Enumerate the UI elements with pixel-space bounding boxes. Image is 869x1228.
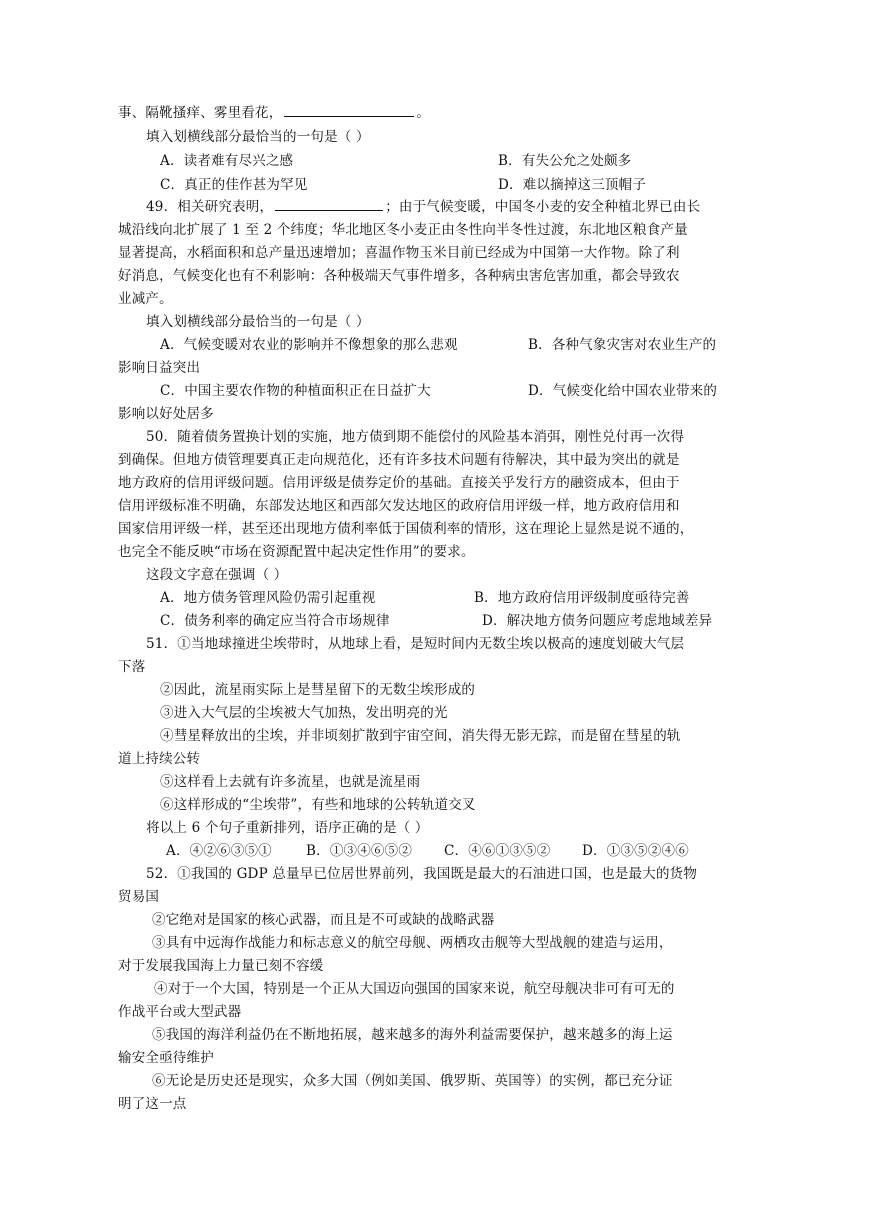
q50-option-d: D．解决地方债务问题应考虑地域差异: [482, 613, 713, 629]
q48-stem-end: 。: [416, 105, 431, 121]
q49-stem-line: [146, 196, 700, 218]
q49-stem-line: 业减产。: [118, 291, 173, 307]
q48-option-a: A．读者难有尽兴之感: [160, 153, 294, 169]
q52-sentence-6: ⑥无论是历史还是现实，众多大国（例如美国、俄罗斯、英国等）的实例，都已充分证: [152, 1073, 673, 1089]
q49-stem-text-cont: ；由于气候变暖，中国冬小麦的安全种植北界已由长: [385, 199, 701, 215]
q52-sentence-2: ②它绝对是国家的核心武器，而且是不可或缺的战略武器: [152, 912, 495, 928]
q51-option-c: C．④⑥①③⑤②: [444, 843, 551, 859]
q48-stem-line: [118, 102, 430, 124]
q51-sentence-2: ②因此，流星雨实际上是彗星留下的无数尘埃形成的: [160, 682, 476, 698]
q48-stem-text: 事、隔靴搔痒、雾里看花，: [118, 105, 283, 121]
q49-option-d: D．气候变化给中国农业带来的: [528, 383, 718, 399]
q49-stem-line: 好消息，气候变化也有不利影响：各种极端天气事件增多，各种病虫害危害加重，都会导致农: [118, 268, 680, 284]
q51-option-d: D．①③⑤②④⑥: [582, 843, 689, 859]
answer-blank: [275, 196, 383, 211]
q49-option-d-cont: 影响以好处居多: [118, 406, 214, 422]
q51-option-a: A．④②⑥③⑤①: [166, 843, 272, 859]
q52-sentence-3-cont: 对于发展我国海上力量已刻不容缓: [118, 958, 324, 974]
q49-stem-line: 城沿线向北扩展了 1 至 2 个纬度；华北地区冬小麦正由冬性向半冬性过渡，东北地区粮食产量: [118, 222, 688, 238]
q51-sentence-4-cont: 道上持续公转: [118, 751, 201, 767]
q52-sentence-1-cont: 贸易国: [118, 889, 160, 905]
q50-prompt: 这段文字意在强调（ ）: [146, 567, 288, 583]
q49-stem-line: 显著提高，水稻面积和总产量迅速增加；喜温作物玉米目前已经成为中国第一大作物。除了利: [118, 245, 680, 261]
q52-sentence-3: ③具有中远海作战能力和标志意义的航空母舰、两栖攻击舰等大型战舰的建造与运用，: [152, 935, 673, 951]
q49-option-b: B．各种气象灾害对农业生产的: [528, 337, 717, 353]
q52-sentence-4: ④对于一个大国，特别是一个正从大国迈向强国的国家来说，航空母舰决非可有可无的: [154, 981, 675, 997]
q49-option-a: A．气候变暖对农业的影响并不像想象的那么悲观: [160, 337, 458, 353]
q50-stem-line: 信用评级标准不明确，东部发达地区和西部欠发达地区的政府信用评级一样，地方政府信用和: [118, 498, 680, 514]
q48-option-d: D．难以摘掉这三顶帽子: [498, 177, 647, 193]
q48-option-b: B．有失公允之处颇多: [498, 153, 632, 169]
q51-prompt: 将以上 6 个句子重新排列，语序正确的是（ ）: [146, 820, 429, 836]
q50-stem-line: 也完全不能反映“市场在资源配置中起决定性作用”的要求。: [118, 544, 475, 560]
q51-sentence-6: ⑥这样形成的“尘埃带”，有些和地球的公转轨道交叉: [160, 797, 476, 813]
q49-option-c: C．中国主要农作物的种植面积正在日益扩大: [160, 383, 431, 399]
q52-sentence-5: ⑤我国的海洋利益仍在不断地拓展，越来越多的海外利益需要保护，越来越多的海上运: [152, 1027, 673, 1043]
q48-prompt: 填入划横线部分最恰当的一句是（ ）: [146, 129, 370, 145]
q50-option-c: C．债务利率的确定应当符合市场规律: [160, 613, 390, 629]
answer-blank: [284, 102, 414, 117]
q49-stem-text: 49．相关研究表明，: [146, 199, 274, 215]
q52-sentence-4-cont: 作战平台或大型武器: [118, 1004, 242, 1020]
q50-option-b: B．地方政府信用评级制度亟待完善: [474, 590, 690, 606]
q51-sentence-1: 51．①当地球撞进尘埃带时，从地球上看，是短时间内无数尘埃以极高的速度划破大气层: [146, 636, 685, 652]
q51-option-b: B．①③④⑥⑤②: [306, 843, 413, 859]
q49-option-b-cont: 影响日益突出: [118, 360, 201, 376]
q50-option-a: A．地方债务管理风险仍需引起重视: [160, 590, 376, 606]
q50-stem-line: 地方政府的信用评级问题。信用评级是债券定价的基础。直接关乎发行方的融资成本，但由于: [118, 475, 680, 491]
q51-sentence-3: ③进入大气层的尘埃被大气加热，发出明亮的光: [160, 705, 448, 721]
q51-sentence-1-cont: 下落: [118, 659, 146, 675]
q52-sentence-6-cont: 明了这一点: [118, 1096, 187, 1112]
q50-stem-line: 国家信用评级一样，甚至还出现地方债利率低于国债利率的情形，这在理论上显然是说不通的，: [118, 521, 694, 537]
q49-prompt: 填入划横线部分最恰当的一句是（ ）: [146, 314, 370, 330]
q51-sentence-5: ⑤这样看上去就有许多流星，也就是流星雨: [160, 774, 421, 790]
q48-option-c: C．真正的佳作甚为罕见: [160, 177, 308, 193]
q52-sentence-5-cont: 输安全亟待维护: [118, 1050, 214, 1066]
q50-stem-line: 到确保。但地方债管理要真正走向规范化，还有许多技术问题有待解决，其中最为突出的就是: [118, 452, 680, 468]
q50-stem-line: 50．随着债务置换计划的实施，地方债到期不能偿付的风险基本消弭，刚性兑付再一次得: [146, 429, 685, 445]
q52-sentence-1: 52．①我国的 GDP 总量早已位居世界前列，我国既是最大的石油进口国，也是最大的货物: [146, 866, 698, 882]
q51-sentence-4: ④彗星释放出的尘埃，并非顷刻扩散到宇宙空间，消失得无影无踪，而是留在彗星的轨: [160, 728, 681, 744]
